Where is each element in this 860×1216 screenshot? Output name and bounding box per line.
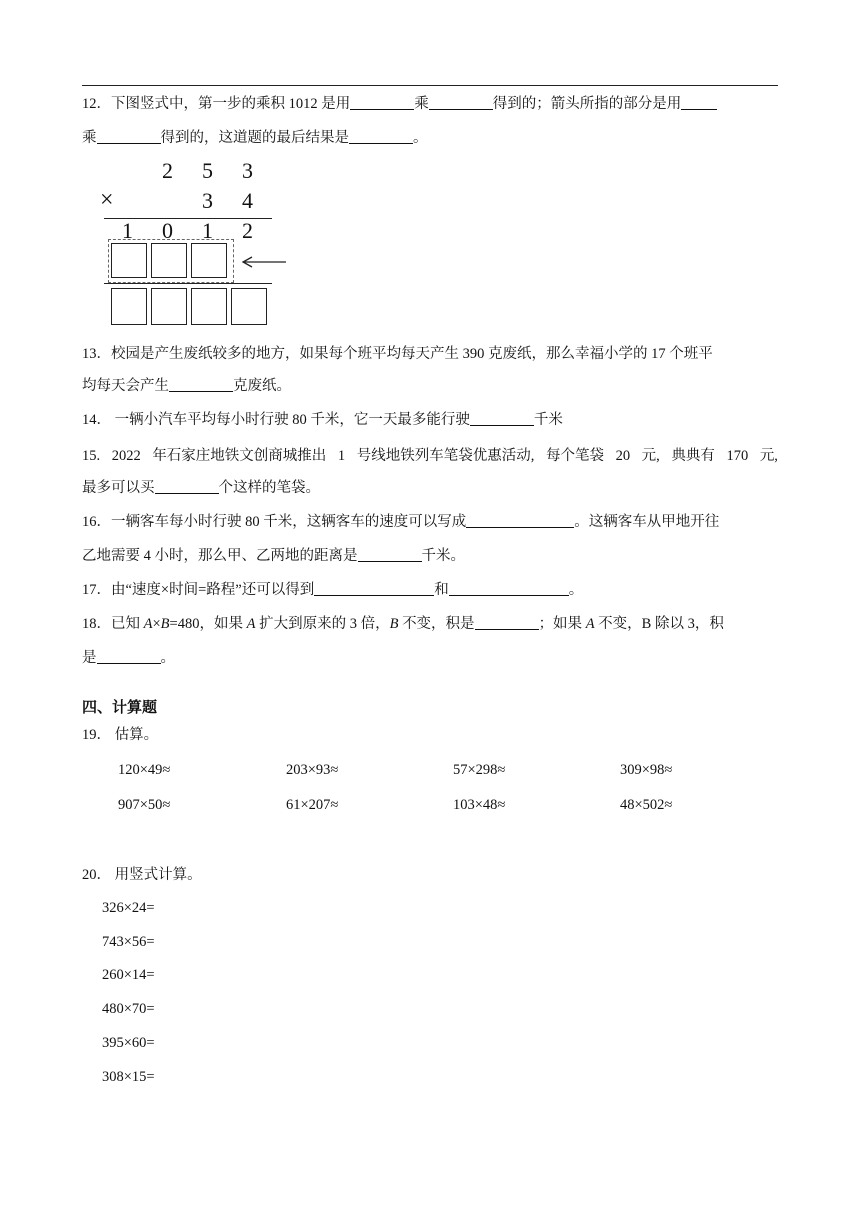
- q15-token: 年石家庄地铁文创商城推出: [152, 448, 327, 464]
- variable-a: A: [246, 616, 256, 632]
- calc-item: 395×60=: [102, 1035, 155, 1051]
- q17-text: 和: [434, 582, 449, 598]
- estimate-item: 309×98≈: [620, 762, 673, 778]
- q19-title: 19． 估算。: [82, 727, 159, 743]
- partial-product-digit: 2: [242, 218, 253, 243]
- q16-text: 千米。: [421, 548, 465, 564]
- answer-blank[interactable]: [681, 95, 717, 110]
- q16-text: 。这辆客车从甲地开往: [574, 514, 720, 530]
- q15-token: 元,: [759, 448, 778, 464]
- q16-text: 16．一辆客车每小时行驶 80 千米，这辆客车的速度可以写成: [82, 514, 467, 530]
- q16-line2: [82, 546, 465, 566]
- answer-blank[interactable]: [475, 615, 539, 630]
- answer-box[interactable]: [191, 288, 227, 325]
- times-sign: ×: [100, 187, 114, 213]
- multiplier-digit: 4: [242, 188, 253, 213]
- multiplier-digit: 3: [202, 188, 213, 213]
- answer-blank[interactable]: [97, 649, 161, 664]
- answer-box[interactable]: [111, 243, 147, 278]
- q18-text: 扩大到原来的 3 倍，: [255, 616, 390, 632]
- section-title: 四、计算题: [82, 698, 158, 716]
- estimate-item: 61×207≈: [286, 797, 339, 813]
- q13-text: 克废纸。: [233, 378, 291, 394]
- q16-text: 乙地需要 4 小时，那么甲、乙两地的距离是: [82, 548, 358, 564]
- q15-line1: [82, 446, 778, 466]
- q14-text: 14． 一辆小汽车平均每小时行驶 80 千米，它一天最多能行驶: [82, 412, 470, 428]
- q15-token: 2022: [111, 448, 141, 464]
- q15-token: 典典有: [671, 448, 715, 464]
- q13-line1: 13．校园是产生废纸较多的地方，如果每个班平均每天产生 390 克废纸，那么幸福小学的 17 个班平: [82, 346, 713, 362]
- answer-box[interactable]: [151, 243, 187, 278]
- q14-line: [82, 410, 563, 430]
- estimate-item: 907×50≈: [118, 797, 171, 813]
- answer-blank[interactable]: [314, 581, 434, 596]
- q18-line1: [82, 614, 724, 634]
- q18-text: =480，如果: [169, 616, 247, 632]
- variable-a: A: [143, 616, 153, 632]
- answer-blank[interactable]: [155, 479, 219, 494]
- q12-line2: [82, 128, 428, 148]
- answer-blank[interactable]: [349, 129, 413, 144]
- estimate-item: 120×49≈: [118, 762, 171, 778]
- q18-text: 不变，B 除以 3，积: [594, 616, 724, 632]
- arrow-icon: [240, 254, 288, 270]
- q12-text: 得到的，这道题的最后结果是: [160, 130, 349, 146]
- q18-text: ；如果: [538, 616, 586, 632]
- partial-product-digit: 1: [122, 218, 133, 243]
- estimate-item: 103×48≈: [453, 797, 506, 813]
- multiplicand-digit: 3: [242, 158, 253, 183]
- variable-a: A: [585, 616, 595, 632]
- answer-box[interactable]: [231, 288, 267, 325]
- times-sign: ×: [152, 616, 161, 632]
- calc-item: 743×56=: [102, 934, 155, 950]
- q15-text: 最多可以买: [82, 480, 155, 496]
- answer-blank[interactable]: [470, 411, 534, 426]
- q17-line: [82, 580, 583, 600]
- q15-text: 个这样的笔袋。: [218, 480, 320, 496]
- q20-title: 20． 用竖式计算。: [82, 867, 202, 883]
- q16-line1: [82, 512, 719, 532]
- q15-line2: [82, 478, 320, 498]
- q13-line2: [82, 376, 291, 396]
- answer-box[interactable]: [191, 243, 227, 278]
- answer-box[interactable]: [111, 288, 147, 325]
- result-rule: [104, 283, 272, 284]
- partial-product-digit: 1: [202, 218, 213, 243]
- q18-text: 是: [82, 650, 97, 666]
- header-rule: [82, 85, 778, 86]
- q15-token: 15.: [82, 448, 101, 464]
- q12-text: 得到的；箭头所指的部分是用: [492, 96, 682, 112]
- q12-text: 12．下图竖式中，第一步的乘积 1012 是用: [82, 96, 351, 112]
- variable-b: B: [160, 616, 170, 632]
- q12-text: 乘: [82, 130, 97, 146]
- q17-text: 17．由“速度×时间=路程”还可以得到: [82, 582, 315, 598]
- vertical-multiplication: [96, 154, 296, 334]
- answer-blank[interactable]: [169, 377, 233, 392]
- multiplicand-digit: 2: [162, 158, 173, 183]
- multiplicand-digit: 5: [202, 158, 213, 183]
- q18-text: 。: [160, 650, 175, 666]
- q13-text: 均每天会产生: [82, 378, 169, 394]
- answer-blank[interactable]: [449, 581, 569, 596]
- q15-token: 1: [337, 448, 346, 464]
- q18-line2: [82, 648, 175, 668]
- q15-token: 号线地铁列车笔袋优惠活动,: [356, 448, 535, 464]
- partial-product-digit: 0: [162, 218, 173, 243]
- q12-text: 乘: [414, 96, 429, 112]
- answer-blank[interactable]: [350, 95, 414, 110]
- q17-text: 。: [568, 582, 584, 598]
- variable-b: B: [389, 616, 399, 632]
- answer-blank[interactable]: [358, 547, 422, 562]
- estimate-item: 57×298≈: [453, 762, 506, 778]
- q15-token: 170: [726, 448, 749, 464]
- calc-item: 308×15=: [102, 1069, 155, 1085]
- calc-item: 480×70=: [102, 1001, 155, 1017]
- calc-item: 260×14=: [102, 967, 155, 983]
- calc-item: 326×24=: [102, 900, 155, 916]
- q15-token: 每个笔袋: [545, 448, 604, 464]
- answer-box[interactable]: [151, 288, 187, 325]
- q12-text: 。: [413, 130, 428, 146]
- answer-blank[interactable]: [97, 129, 161, 144]
- q15-token: 20: [615, 448, 631, 464]
- answer-blank[interactable]: [429, 95, 493, 110]
- estimate-item: 203×93≈: [286, 762, 339, 778]
- q12-line1: [82, 94, 717, 114]
- q15-token: 元,: [641, 448, 660, 464]
- estimate-item: 48×502≈: [620, 797, 673, 813]
- q18-text: 不变，积是: [398, 616, 475, 632]
- answer-blank[interactable]: [466, 513, 574, 528]
- q14-text: 千米: [533, 412, 563, 428]
- q18-text: 18．已知: [82, 616, 144, 632]
